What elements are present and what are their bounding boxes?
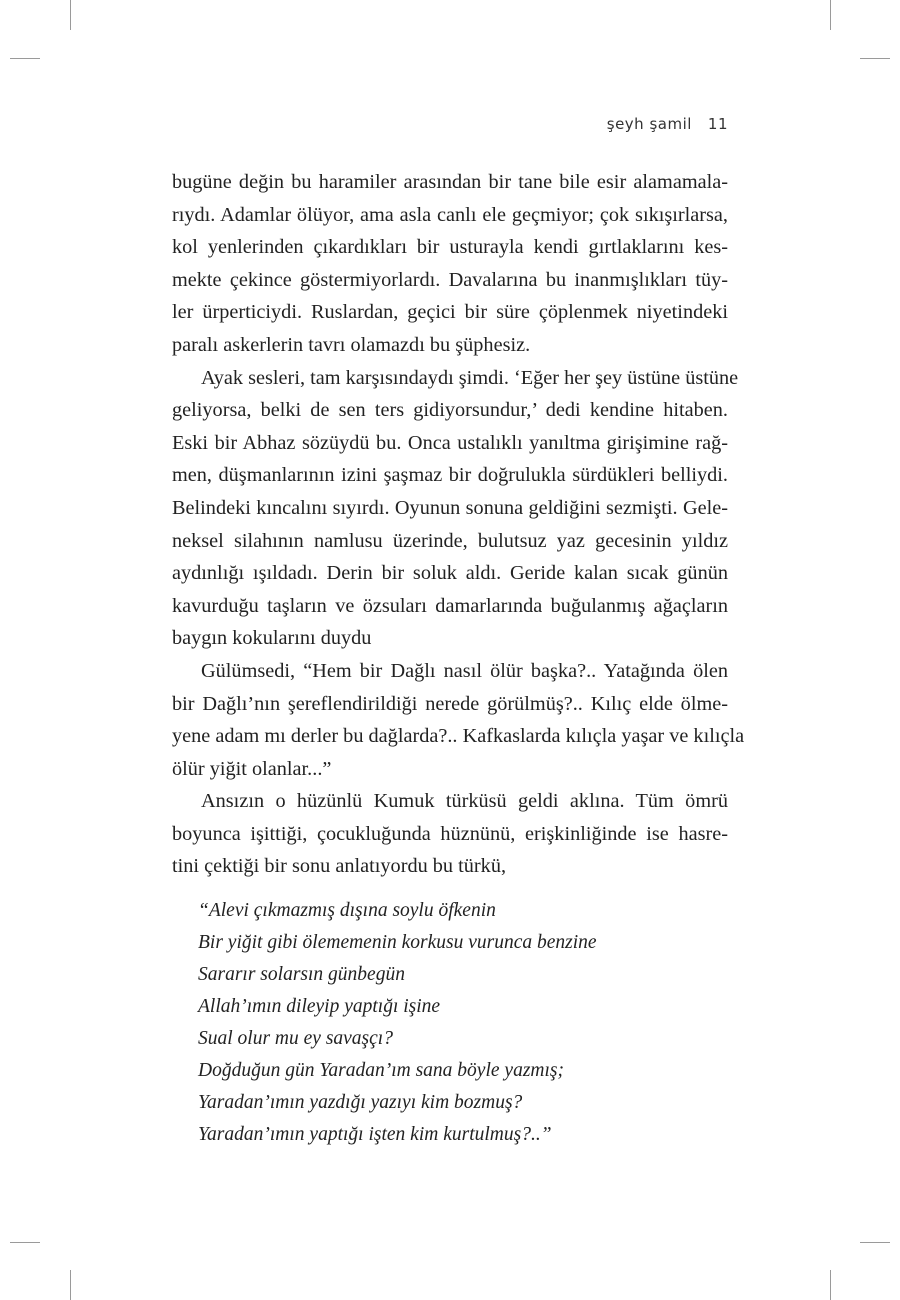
- verse-line: Yaradan’ımın yazdığı yazıyı kim bozmuş?: [198, 1092, 523, 1113]
- text-line: mekte çekince göstermiyorlardı. Davalarına bu inanmışlıkları tüy-: [172, 268, 728, 291]
- text-line: baygın kokularını duydu: [172, 627, 372, 650]
- text-line: men, düşmanlarının izini şaşmaz bir doğrulukla sürdükleri belliydi.: [172, 464, 728, 487]
- verse-line: “Alevi çıkmazmış dışına soylu öfkenin: [198, 900, 496, 921]
- text-line: bugüne değin bu haramiler arasından bir tane bile esir alamamala-: [172, 171, 728, 193]
- text-line: Gülümsedi, “Hem bir Dağlı nasıl ölür başka?.. Yatağında ölen: [201, 659, 728, 682]
- verse-line: Allah’ımın dileyip yaptığı işine: [198, 996, 441, 1017]
- text-line: Eski bir Abhaz sözüydü bu. Onca ustalıklı yanıltma girişimine rağ-: [172, 431, 728, 454]
- text-line: Ayak sesleri, tam karşısındaydı şimdi. ‘Eğer her şey üstüne üstüne: [201, 366, 739, 389]
- text-line: kavurduğu taşların ve özsuları damarlarında buğulanmış ağaçların: [172, 594, 728, 617]
- crop-mark-top-left: [70, 0, 71, 30]
- paragraph: [172, 166, 728, 362]
- text-line: tini çektiği bir sonu anlatıyordu bu türkü,: [172, 855, 507, 878]
- crop-mark-left-bottom: [10, 1242, 40, 1243]
- text-line: geliyorsa, belki de sen ters gidiyorsundur,’ dedi kendine hitaben.: [172, 399, 728, 422]
- running-head-title: şeyh şamil: [606, 115, 692, 133]
- text-line: kol yenlerinden çıkardıkları bir usturayla kendi gırtlaklarını kes-: [172, 236, 728, 259]
- verse-line: Doğduğun gün Yaradan’ım sana böyle yazmış;: [198, 1060, 564, 1081]
- text-line: Belindeki kıncalını sıyırdı. Oyunun sonuna geldiğini sezmişti. Gele-: [172, 496, 728, 519]
- verse-block: [198, 895, 718, 1151]
- text-line: yene adam mı derler bu dağlarda?.. Kafkaslarda kılıçla yaşar ve kılıçla: [172, 725, 745, 748]
- text-line: ölür yiğit olanlar...”: [172, 757, 332, 780]
- text-line: aydınlığı ışıldadı. Derin bir soluk aldı. Geride kalan sıcak günün: [172, 562, 728, 585]
- verse-line: Yaradan’ımın yaptığı işten kim kurtulmuş?..”: [198, 1124, 552, 1145]
- text-line: bir Dağlı’nın şereflendirildiği nerede görülmüş?.. Kılıç elde ölme-: [172, 692, 728, 715]
- crop-mark-right-top: [860, 58, 890, 59]
- crop-mark-left-top: [10, 58, 40, 59]
- verse-line: Sual olur mu ey savaşçı?: [198, 1028, 393, 1049]
- verse-line: Bir yiğit gibi ölememenin korkusu vurunca benzine: [198, 932, 597, 953]
- crop-mark-bottom-left: [70, 1270, 71, 1300]
- crop-mark-top-right: [830, 0, 831, 30]
- paragraph: [172, 655, 745, 785]
- text-line: paralı askerlerin tavrı olamazdı bu şüphesiz.: [172, 333, 531, 356]
- page-number: 11: [707, 115, 728, 133]
- running-head: [607, 115, 728, 133]
- paragraph: [172, 362, 739, 655]
- verse-line: Sararır solarsın günbegün: [198, 964, 405, 985]
- body-text: [172, 166, 745, 883]
- crop-mark-bottom-right: [830, 1270, 831, 1300]
- text-line: rıydı. Adamlar ölüyor, ama asla canlı ele geçmiyor; çok sıkışırlarsa,: [172, 203, 728, 226]
- crop-mark-right-bottom: [860, 1242, 890, 1243]
- text-line: neksel silahının namlusu üzerinde, bulutsuz yaz gecesinin yıldız: [172, 529, 728, 552]
- text-line: ler ürperticiydi. Ruslardan, geçici bir süre çöplenmek niyetindeki: [172, 301, 728, 324]
- text-line: boyunca işittiği, çocukluğunda hüznünü, erişkinliğinde ise hasre-: [172, 822, 728, 845]
- text-line: Ansızın o hüzünlü Kumuk türküsü geldi aklına. Tüm ömrü: [201, 790, 728, 813]
- paragraph: [172, 785, 728, 883]
